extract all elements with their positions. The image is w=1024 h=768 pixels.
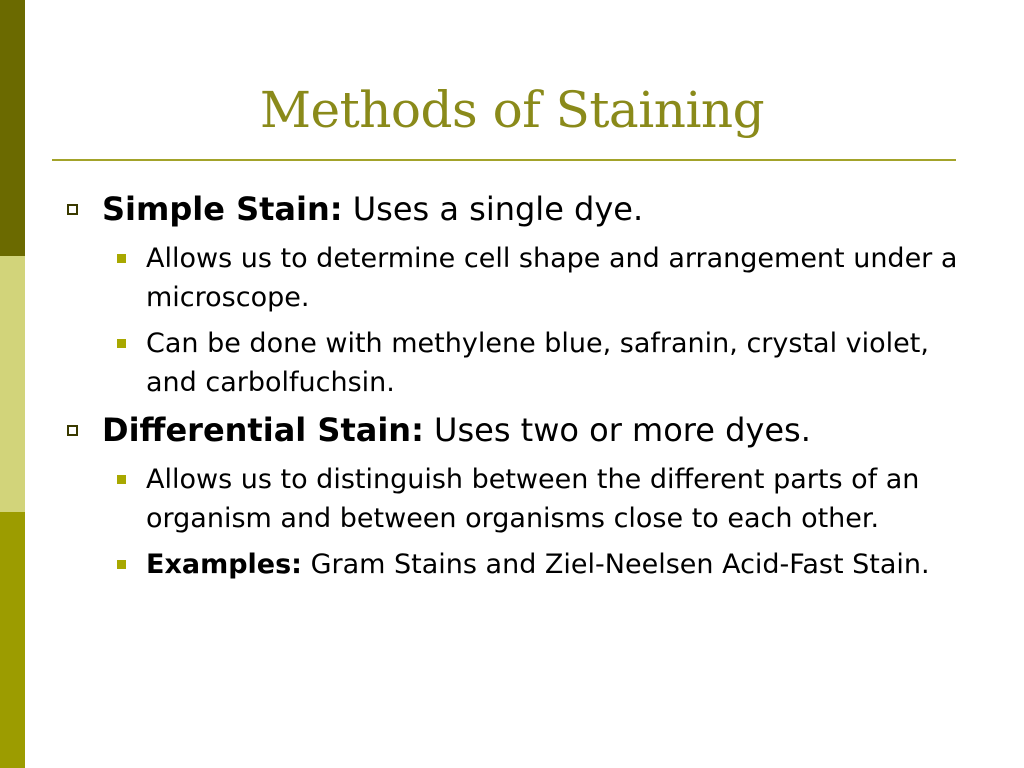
hollow-square-bullet-icon <box>67 425 78 436</box>
filled-square-bullet-icon <box>117 254 126 263</box>
filled-square-bullet-icon <box>117 339 126 348</box>
sub-bullet-point <box>146 545 958 584</box>
sub-bullet-point <box>146 324 958 402</box>
sub-bullet-text: Allows us to determine cell shape and arrangement under a microscope. <box>146 243 958 313</box>
title-divider <box>52 159 956 161</box>
sub-bullet-point <box>146 239 958 317</box>
sidebar-accent-top <box>0 0 25 256</box>
bullet-point <box>58 188 958 231</box>
slide-title: Methods of Staining <box>259 81 765 139</box>
bullet-lead: Simple Stain: <box>102 190 343 228</box>
bullet-text: Uses a single dye. <box>342 190 644 228</box>
sub-bullet-text: Allows us to distinguish between the different parts of an organism and between organisms close to each other. <box>146 464 920 534</box>
bullet-lead: Differential Stain: <box>102 411 424 449</box>
sidebar-accent-middle <box>0 256 25 512</box>
hollow-square-bullet-icon <box>67 204 78 215</box>
filled-square-bullet-icon <box>117 475 126 484</box>
bullet-text: Uses two or more dyes. <box>423 411 811 449</box>
sub-bullet-text: Can be done with methylene blue, safranin, crystal violet, and carbolfuchsin. <box>146 328 929 398</box>
filled-square-bullet-icon <box>117 560 126 569</box>
sidebar-accent <box>0 0 25 768</box>
sub-bullet-lead: Examples: <box>146 549 302 580</box>
bullet-point <box>58 409 958 452</box>
sidebar-accent-bottom <box>0 512 25 768</box>
slide-content <box>58 188 958 591</box>
sub-bullet-text: Gram Stains and Ziel-Neelsen Acid-Fast Stain. <box>301 549 930 580</box>
sub-bullet-point <box>146 460 958 538</box>
